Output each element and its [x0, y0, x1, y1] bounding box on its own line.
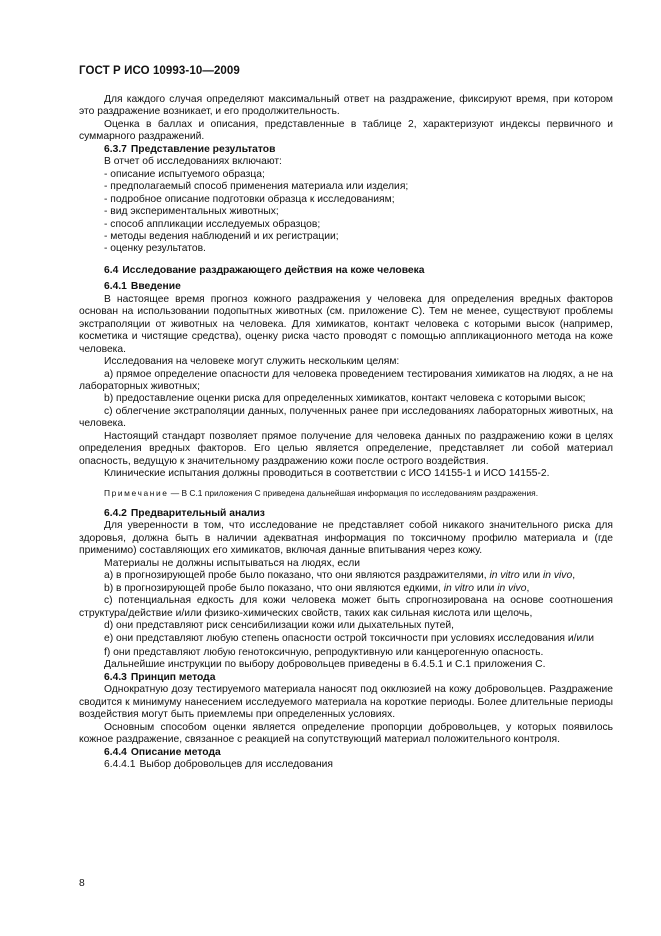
list-item: с) облегчение экстраполяции данных, полученных ранее при исследованиях лабораторных животных, на человека. — [79, 405, 613, 430]
latin-term: in vivo — [497, 582, 527, 594]
paragraph: Основным способом оценки является определение пропорции добровольцев, у которых появилось кожное раздражение, связанное с реакцией на сопутствующий материал положительного контроля. — [79, 721, 613, 746]
section-number: 6.4 — [104, 264, 119, 276]
paragraph: Настоящий стандарт позволяет прямое получение для человека данных по раздражению кожи в целях определения вредных факторов. Его целью является определение, представляет ли собой материал опасность, ведущую к значительному раздражению кожи после острого воздействия. — [79, 430, 613, 467]
list-text: или — [474, 582, 498, 594]
paragraph: Для каждого случая определяют максимальный ответ на раздражение, фиксируют время, при котором это раздражение возникает, и его продолжительность. — [79, 94, 613, 118]
section-number: 6.4.4 — [104, 746, 127, 758]
list-item: d) они представляют риск сенсибилизации кожи или дыхательных путей, — [104, 620, 454, 632]
section-number: 6.3.7 — [104, 143, 127, 155]
section-number: 6.4.1 — [104, 281, 127, 293]
list-item: - способ аппликации исследуемых образцов; — [104, 218, 321, 230]
paragraph: Клинические испытания должны проводиться в соответствии с ИСО 14155-1 и ИСО 14155-2. — [104, 468, 550, 480]
list-item: - подробное описание подготовки образца к исследованиям; — [104, 193, 395, 205]
list-text: b) в прогнозирующей пробе было показано, что они являются едкими, — [104, 582, 444, 594]
paragraph: Исследования на человеке могут служить нескольким целям: — [104, 356, 400, 368]
list-item: а) прямое определение опасности для человека проведением тестирования химикатов на людях, а не на лабораторных животных; — [79, 368, 613, 392]
list-item: - описание испытуемого образца; — [104, 168, 265, 180]
list-text: а) в прогнозирующей пробе было показано, что они являются раздражителями, — [104, 570, 490, 582]
paragraph: Однократную дозу тестируемого материала наносят под окклюзией на кожу добровольцев. Раздражение сводится к минимуму нанесением исследуемого материала на короткие периоды. Более длительные периоды воздействия могут быть приемлемы при определенных условиях. — [79, 684, 613, 721]
list-item: - предполагаемый способ применения материала или изделия; — [104, 181, 409, 193]
note — [79, 488, 613, 499]
latin-term: in vivo — [543, 570, 573, 582]
list-item: с) потенциальная едкость для кожи человека может быть спрогнозирована на основе соотношения структура/действие и/или физико-химических свойств, таких как сильная кислота или щелочь, — [79, 595, 613, 619]
paragraph: Оценка в баллах и описания, представленные в таблице 2, характеризуют индексы первичного и суммарного раздражений. — [79, 118, 613, 143]
section-title: Представление результатов — [130, 143, 276, 155]
list-text: , — [572, 570, 576, 582]
section-number: 6.4.2 — [104, 508, 127, 519]
paragraph: В настоящее время прогноз кожного раздражения у человека для определения вредных факторов основан на использовании подопытных животных (см. приложение С). Тем не менее, существуют проблемы экстраполяции от животных на человека. Для химикатов, контакт человека с которыми высок (например, косметика и чистящие средства), оценку риска часто проводят с помощью аппликационного метода на коже человека. — [79, 293, 613, 355]
list-text: , — [526, 582, 530, 594]
paragraph: В отчет об исследованиях включают: — [104, 156, 282, 168]
section-title: Предварительный анализ — [130, 508, 265, 519]
list-item: - вид экспериментальных животных; — [104, 206, 279, 218]
note-label: Примечание — [104, 487, 169, 498]
section-heading-6-4-2 — [79, 508, 613, 520]
paragraph: Дальнейшие инструкции по выбору добровольцев приведены в 6.4.5.1 и С.1 приложения С. — [104, 659, 546, 671]
list-item: - оценку результатов. — [104, 243, 206, 255]
section-number: 6.4.4.1 — [104, 759, 136, 771]
section-number: 6.4.3 — [104, 671, 127, 683]
section-heading-6-4-3 — [79, 672, 613, 684]
subsection-heading-6-4-4-1 — [79, 759, 613, 771]
section-title: Исследование раздражающего действия на коже человека — [122, 264, 425, 276]
section-title: Выбор добровольцев для исследования — [139, 759, 333, 771]
list-item: f) они представляют любую генотоксичную, репродуктивную или канцерогенную опасность. — [104, 646, 544, 658]
list-item — [79, 570, 613, 582]
list-item: - методы ведения наблюдений и их регистрации; — [104, 230, 339, 242]
document-header: ГОСТ Р ИСО 10993-10—2009 — [79, 65, 240, 77]
list-item: b) предоставление оценки риска для определенных химикатов, контакт человека с которыми высок; — [104, 393, 586, 405]
section-title: Принцип метода — [130, 671, 216, 683]
section-title: Введение — [130, 281, 181, 293]
paragraph: Материалы не должны испытываться на людях, если — [104, 557, 361, 569]
list-text: или — [519, 570, 543, 582]
document-body — [79, 94, 613, 772]
section-heading-6-4-1 — [79, 281, 613, 293]
section-heading-6-4-4 — [79, 747, 613, 759]
list-item — [79, 583, 613, 595]
section-heading-6-3-7 — [79, 144, 613, 156]
section-heading-6-4 — [79, 265, 613, 277]
paragraph: Для уверенности в том, что исследование не представляет собой никакого значительного риска для здоровья, должна быть в наличии адекватная информация по токсичному профилю материала и (где применимо) составляющих его химикатов, включая данные впитывания через кожу. — [79, 520, 613, 557]
latin-term: in vitro — [489, 570, 520, 582]
list-item: е) они представляют любую степень опасности острой токсичности при условиях исследования и/или — [104, 632, 594, 644]
latin-term: in vitro — [443, 582, 475, 594]
page-number: 8 — [79, 878, 85, 889]
note-text: — В С.1 приложения С приведена дальнейшая информация по исследованиям раздражения. — [168, 487, 539, 498]
section-title: Описание метода — [130, 746, 221, 758]
